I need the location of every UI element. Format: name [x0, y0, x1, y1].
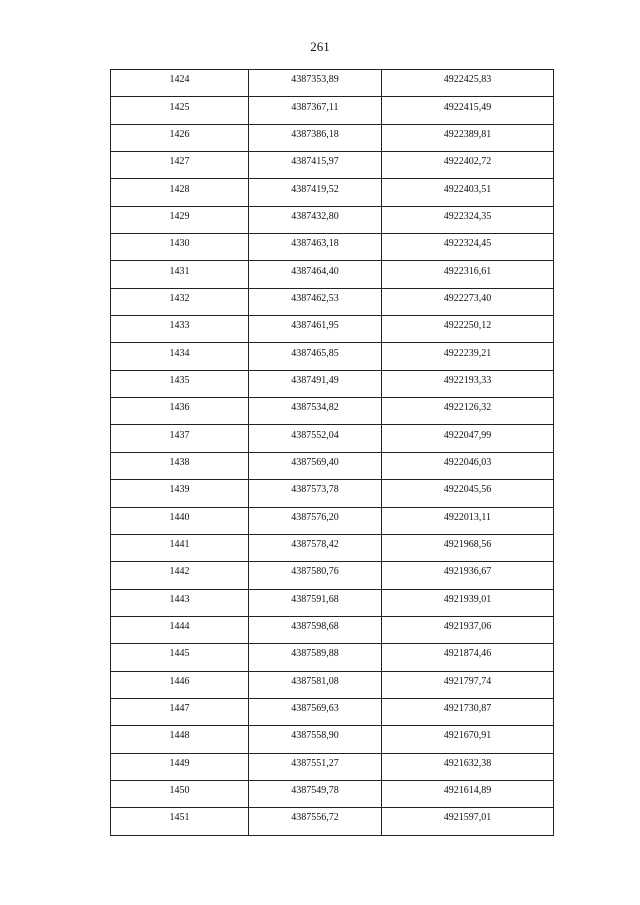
y-coordinate-cell — [382, 316, 554, 343]
point-number-text: 1443 — [169, 593, 190, 605]
point-number-cell — [111, 152, 249, 179]
x-coordinate-text: 4387573,78 — [291, 484, 339, 496]
x-coordinate-cell — [249, 480, 382, 507]
y-coordinate-text: 4921874,46 — [443, 648, 492, 660]
x-coordinate-cell — [249, 288, 382, 315]
table-row — [111, 671, 554, 698]
point-number-cell — [111, 698, 249, 725]
x-coordinate-cell — [249, 234, 382, 261]
y-coordinate-text: 4922013,11 — [443, 511, 492, 523]
x-coordinate-text: 4387463,18 — [291, 238, 339, 250]
point-number-text: 1437 — [169, 429, 190, 441]
table-row — [111, 698, 554, 725]
table-row — [111, 425, 554, 452]
x-coordinate-cell — [249, 507, 382, 534]
table-row — [111, 70, 554, 97]
x-coordinate-cell — [249, 206, 382, 233]
table-row — [111, 152, 554, 179]
x-coordinate-text: 4387415,97 — [291, 156, 339, 168]
x-coordinate-cell — [249, 343, 382, 370]
point-number-text: 1451 — [169, 812, 190, 824]
point-number-text: 1440 — [169, 511, 190, 523]
y-coordinate-text: 4921936,67 — [443, 566, 492, 578]
table-row — [111, 562, 554, 589]
point-number-cell — [111, 316, 249, 343]
y-coordinate-cell — [382, 152, 554, 179]
point-number-text: 1424 — [169, 74, 190, 86]
x-coordinate-cell — [249, 808, 382, 835]
table-row — [111, 616, 554, 643]
x-coordinate-text: 4387558,90 — [291, 730, 339, 742]
y-coordinate-cell — [382, 452, 554, 479]
y-coordinate-cell — [382, 671, 554, 698]
point-number-cell — [111, 234, 249, 261]
y-coordinate-text: 4922316,61 — [443, 265, 492, 277]
y-coordinate-cell — [382, 206, 554, 233]
x-coordinate-text: 4387549,78 — [291, 785, 339, 797]
y-coordinate-text: 4922239,21 — [443, 347, 492, 359]
y-coordinate-text: 4921730,87 — [443, 703, 492, 715]
x-coordinate-cell — [249, 616, 382, 643]
x-coordinate-cell — [249, 97, 382, 124]
x-coordinate-text: 4387578,42 — [291, 539, 339, 551]
table-row — [111, 206, 554, 233]
y-coordinate-cell — [382, 726, 554, 753]
point-number-text: 1430 — [169, 238, 190, 250]
y-coordinate-text: 4921597,01 — [443, 812, 492, 824]
point-number-cell — [111, 616, 249, 643]
y-coordinate-cell — [382, 261, 554, 288]
y-coordinate-cell — [382, 753, 554, 780]
point-number-text: 1431 — [169, 265, 190, 277]
x-coordinate-cell — [249, 452, 382, 479]
point-number-cell — [111, 507, 249, 534]
x-coordinate-text: 4387569,40 — [291, 456, 339, 468]
point-number-cell — [111, 288, 249, 315]
point-number-text: 1446 — [169, 675, 190, 687]
point-number-text: 1444 — [169, 621, 190, 633]
x-coordinate-text: 4387465,85 — [291, 347, 339, 359]
y-coordinate-cell — [382, 616, 554, 643]
y-coordinate-cell — [382, 97, 554, 124]
y-coordinate-text: 4921632,38 — [443, 757, 492, 769]
x-coordinate-text: 4387581,08 — [291, 675, 339, 687]
x-coordinate-text: 4387386,18 — [291, 128, 339, 140]
y-coordinate-cell — [382, 343, 554, 370]
y-coordinate-text: 4922324,35 — [443, 210, 492, 222]
y-coordinate-text: 4921968,56 — [443, 539, 492, 551]
y-coordinate-cell — [382, 562, 554, 589]
table-row — [111, 726, 554, 753]
y-coordinate-cell — [382, 534, 554, 561]
point-number-cell — [111, 425, 249, 452]
x-coordinate-text: 4387534,82 — [291, 402, 339, 414]
x-coordinate-text: 4387462,53 — [291, 292, 339, 304]
x-coordinate-cell — [249, 644, 382, 671]
y-coordinate-text: 4922273,40 — [443, 292, 492, 304]
x-coordinate-cell — [249, 698, 382, 725]
point-number-cell — [111, 753, 249, 780]
x-coordinate-text: 4387591,68 — [291, 593, 339, 605]
coordinates-table-body — [111, 70, 554, 836]
y-coordinate-text: 4922193,33 — [443, 374, 492, 386]
x-coordinate-text: 4387367,11 — [291, 101, 339, 113]
x-coordinate-cell — [249, 562, 382, 589]
table-row — [111, 288, 554, 315]
x-coordinate-cell — [249, 780, 382, 807]
y-coordinate-cell — [382, 124, 554, 151]
x-coordinate-cell — [249, 425, 382, 452]
x-coordinate-text: 4387552,04 — [291, 429, 339, 441]
x-coordinate-text: 4387353,89 — [291, 74, 339, 86]
x-coordinate-text: 4387432,80 — [291, 210, 339, 222]
y-coordinate-cell — [382, 644, 554, 671]
y-coordinate-text: 4921670,91 — [443, 730, 492, 742]
x-coordinate-text: 4387589,88 — [291, 648, 339, 660]
y-coordinate-text: 4922403,51 — [443, 183, 492, 195]
x-coordinate-text: 4387569,63 — [291, 703, 339, 715]
point-number-cell — [111, 480, 249, 507]
table-row — [111, 534, 554, 561]
point-number-cell — [111, 726, 249, 753]
x-coordinate-text: 4387491,49 — [291, 374, 339, 386]
table-row — [111, 780, 554, 807]
x-coordinate-text: 4387576,20 — [291, 511, 339, 523]
coordinates-table — [110, 69, 554, 836]
point-number-text: 1433 — [169, 320, 190, 332]
x-coordinate-cell — [249, 534, 382, 561]
x-coordinate-text: 4387556,72 — [291, 812, 339, 824]
table-row — [111, 316, 554, 343]
y-coordinate-cell — [382, 480, 554, 507]
point-number-text: 1442 — [169, 566, 190, 578]
point-number-text: 1448 — [169, 730, 190, 742]
point-number-text: 1449 — [169, 757, 190, 769]
y-coordinate-text: 4922324,45 — [443, 238, 492, 250]
table-row — [111, 398, 554, 425]
table-row — [111, 589, 554, 616]
y-coordinate-text: 4922046,03 — [443, 456, 492, 468]
y-coordinate-text: 4921937,06 — [443, 621, 492, 633]
x-coordinate-cell — [249, 398, 382, 425]
y-coordinate-cell — [382, 808, 554, 835]
y-coordinate-text: 4921797,74 — [443, 675, 492, 687]
table-row — [111, 124, 554, 151]
point-number-cell — [111, 70, 249, 97]
x-coordinate-cell — [249, 124, 382, 151]
x-coordinate-cell — [249, 589, 382, 616]
point-number-cell — [111, 206, 249, 233]
table-row — [111, 753, 554, 780]
table-row — [111, 234, 554, 261]
y-coordinate-cell — [382, 398, 554, 425]
point-number-cell — [111, 808, 249, 835]
table-row — [111, 808, 554, 835]
y-coordinate-cell — [382, 507, 554, 534]
y-coordinate-text: 4921939,01 — [443, 593, 492, 605]
point-number-cell — [111, 370, 249, 397]
point-number-text: 1434 — [169, 347, 190, 359]
y-coordinate-cell — [382, 425, 554, 452]
point-number-text: 1439 — [169, 484, 190, 496]
table-row — [111, 644, 554, 671]
x-coordinate-cell — [249, 726, 382, 753]
table-row — [111, 261, 554, 288]
y-coordinate-cell — [382, 179, 554, 206]
point-number-cell — [111, 343, 249, 370]
point-number-cell — [111, 97, 249, 124]
x-coordinate-text: 4387551,27 — [291, 757, 339, 769]
y-coordinate-text: 4921614,89 — [443, 785, 492, 797]
x-coordinate-cell — [249, 70, 382, 97]
table-row — [111, 452, 554, 479]
table-row — [111, 179, 554, 206]
x-coordinate-text: 4387419,52 — [291, 183, 339, 195]
point-number-cell — [111, 452, 249, 479]
y-coordinate-text: 4922250,12 — [443, 320, 492, 332]
y-coordinate-text: 4922126,32 — [443, 402, 492, 414]
point-number-cell — [111, 780, 249, 807]
point-number-cell — [111, 124, 249, 151]
y-coordinate-text: 4922047,99 — [443, 429, 492, 441]
x-coordinate-cell — [249, 370, 382, 397]
x-coordinate-text: 4387464,40 — [291, 265, 339, 277]
y-coordinate-text: 4922415,49 — [443, 101, 492, 113]
y-coordinate-cell — [382, 70, 554, 97]
point-number-text: 1425 — [169, 101, 190, 113]
point-number-text: 1436 — [169, 402, 190, 414]
table-row — [111, 480, 554, 507]
x-coordinate-cell — [249, 179, 382, 206]
y-coordinate-cell — [382, 370, 554, 397]
point-number-text: 1428 — [169, 183, 190, 195]
point-number-cell — [111, 534, 249, 561]
point-number-cell — [111, 179, 249, 206]
x-coordinate-cell — [249, 261, 382, 288]
point-number-text: 1429 — [169, 210, 190, 222]
table-row — [111, 97, 554, 124]
y-coordinate-cell — [382, 234, 554, 261]
point-number-text: 1432 — [169, 292, 190, 304]
x-coordinate-text: 4387580,76 — [291, 566, 339, 578]
point-number-text: 1426 — [169, 128, 190, 140]
y-coordinate-cell — [382, 288, 554, 315]
point-number-cell — [111, 671, 249, 698]
table-row — [111, 507, 554, 534]
y-coordinate-text: 4922389,81 — [443, 128, 492, 140]
y-coordinate-text: 4922402,72 — [443, 156, 492, 168]
point-number-text: 1435 — [169, 374, 190, 386]
y-coordinate-text: 4922045,56 — [443, 484, 492, 496]
point-number-cell — [111, 398, 249, 425]
point-number-text: 1438 — [169, 456, 190, 468]
table-row — [111, 370, 554, 397]
table-row — [111, 343, 554, 370]
x-coordinate-cell — [249, 753, 382, 780]
point-number-text: 1450 — [169, 785, 190, 797]
page-number: 261 — [310, 39, 330, 54]
x-coordinate-text: 4387461,95 — [291, 320, 339, 332]
y-coordinate-cell — [382, 698, 554, 725]
x-coordinate-text: 4387598,68 — [291, 621, 339, 633]
point-number-text: 1441 — [169, 539, 190, 551]
point-number-text: 1447 — [169, 703, 190, 715]
point-number-text: 1445 — [169, 648, 190, 660]
x-coordinate-cell — [249, 671, 382, 698]
point-number-cell — [111, 562, 249, 589]
x-coordinate-cell — [249, 316, 382, 343]
x-coordinate-cell — [249, 152, 382, 179]
point-number-text: 1427 — [169, 156, 190, 168]
y-coordinate-cell — [382, 780, 554, 807]
point-number-cell — [111, 261, 249, 288]
point-number-cell — [111, 644, 249, 671]
point-number-cell — [111, 589, 249, 616]
y-coordinate-cell — [382, 589, 554, 616]
y-coordinate-text: 4922425,83 — [443, 74, 492, 86]
